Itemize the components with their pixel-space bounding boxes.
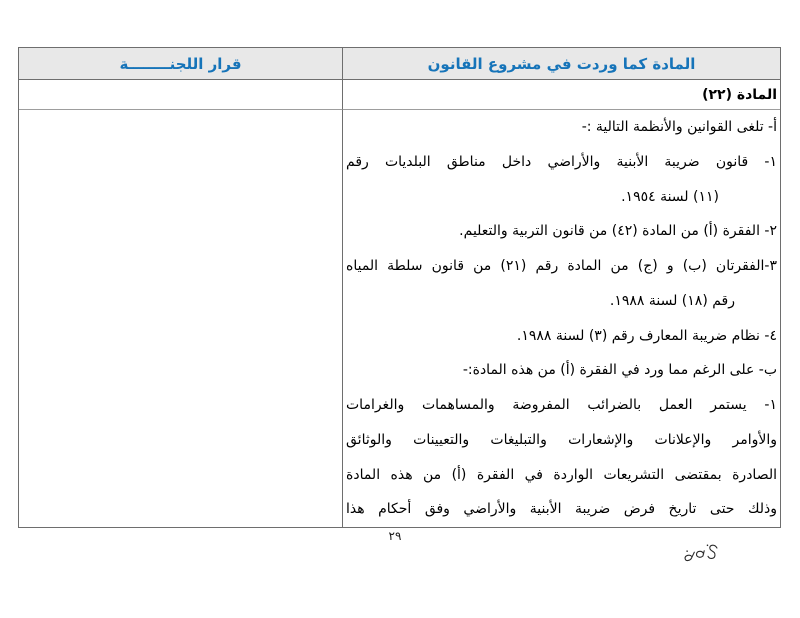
article-line: ٤- نظام ضريبة المعارف رقم (٣) لسنة ١٩٨٨. [516,327,777,344]
article-line: ١- قانون ضريبة الأبنية والأراضي داخل مناطق البلديات رقم [346,153,777,170]
handwritten-signature-icon [666,538,726,576]
article-line: والأوامر والإعلانات والإشعارات والتبليغات والتعيينات والوثائق [346,431,777,448]
article-line: ٣-الفقرتان (ب) و (ج) من المادة رقم (٢١) من قانون سلطة المياه [346,258,777,274]
header-cell-committee-decision: قرار اللجنــــــــة [19,48,342,80]
article-line: ٢- الفقرة (أ) من المادة (٤٢) من قانون التربية والتعليم. [459,223,777,240]
page-number: ٢٩ [388,529,402,543]
committee-decision-empty-row [19,80,342,110]
article-line: ١- يستمر العمل بالضرائب المفروضة والمساهمات والغرامات [346,397,777,413]
article-number-label: المادة (٢٢) [702,86,777,103]
header-cell-law-draft: المادة كما وردت في مشروع القانون [342,48,780,80]
article-text-cell [342,110,780,527]
comparison-table [18,47,781,528]
committee-decision-empty-cell [19,110,342,527]
article-line: وذلك حتى تاريخ فرض ضريبة الأبنية والأراضي وفق أحكام هذا [346,501,777,518]
article-line: أ- تلغى القوانين والأنظمة التالية :- [581,119,777,135]
article-line: الصادرة بمقتضى التشريعات الواردة في الفقرة (أ) من هذه المادة [346,466,777,483]
article-number-cell [342,80,780,110]
article-line: (١١) لسنة ١٩٥٤. [621,188,719,205]
article-line: رقم (١٨) لسنة ١٩٨٨. [609,292,735,309]
article-line: ب- على الرغم مما ورد في الفقرة (أ) من هذه المادة:- [462,362,777,379]
